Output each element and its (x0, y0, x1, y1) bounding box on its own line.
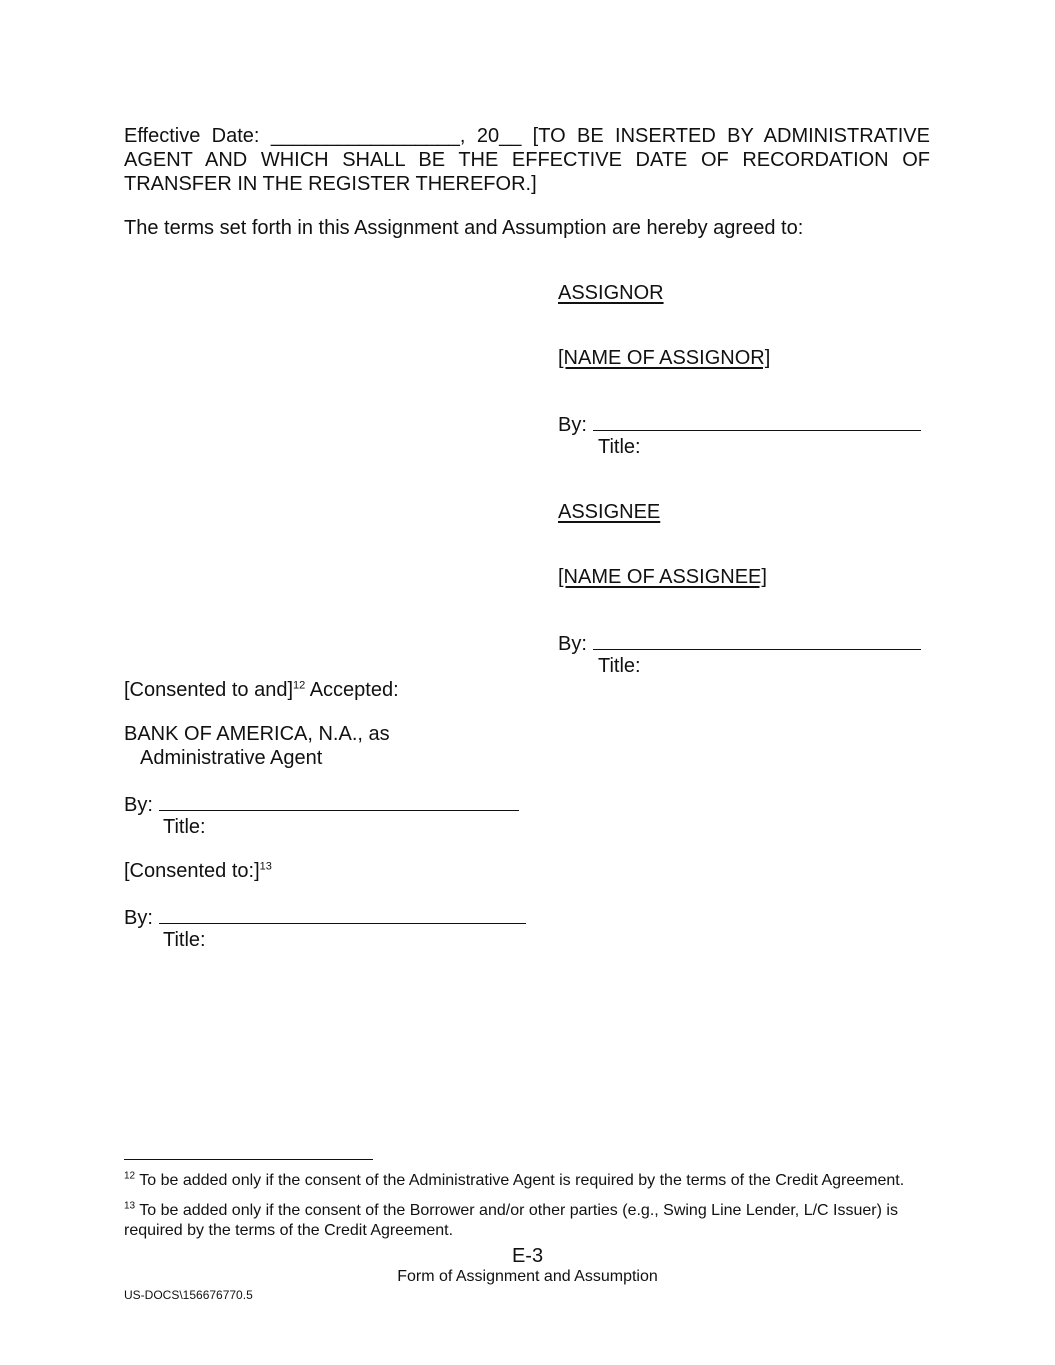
page-number: E-3 (511, 1245, 544, 1267)
footnote-ref-12[interactable]: 12 (293, 679, 306, 692)
other-signature-row (124, 905, 526, 930)
other-title-label: Title: (163, 929, 206, 951)
assignor-by-label: By: (558, 414, 587, 436)
admin-title-label: Title: (163, 816, 206, 838)
footnote-ref-13[interactable]: 13 (259, 860, 272, 873)
footnote-13-text: To be added only if the consent of the Borrower and/or other parties (e.g., Swing Line Lender, L/C Issuer) is required by the terms of the Credit Agreement. (124, 1202, 898, 1239)
admin-signature-line[interactable] (159, 792, 519, 811)
assignee-title-label: Title: (598, 655, 641, 677)
agreed-statement: The terms set forth in this Assignment and Assumption are hereby agreed to: (124, 217, 804, 239)
effective-date-paragraph (124, 124, 930, 196)
admin-consent-line (124, 679, 399, 702)
footnote-12-text: To be added only if the consent of the Administrative Agent is required by the terms of the Credit Agreement. (139, 1172, 905, 1189)
bank-role: Administrative Agent (140, 747, 323, 769)
assignor-signature-row (558, 412, 921, 437)
assignee-signature-row (558, 631, 921, 656)
footnote-separator (124, 1159, 373, 1160)
assignee-signature-line[interactable] (593, 631, 921, 650)
bank-name: BANK OF AMERICA, N.A., as (124, 723, 390, 745)
effective-date-year: , 20__ (459, 125, 522, 147)
assignor-name: [NAME OF ASSIGNOR] (558, 347, 771, 369)
other-by-label: By: (124, 907, 153, 929)
footnote-13 (124, 1201, 932, 1241)
effective-date-note: [TO BE INSERTED BY ADMINISTRATIVE AGENT AND WHICH SHALL BE THE EFFECTIVE DATE OF RECORDATION OF TRANSFER IN THE REGISTER THEREFOR.] (124, 125, 930, 195)
effective-date-blank: _________________ (270, 125, 460, 147)
form-title: Form of Assignment and Assumption (397, 1268, 658, 1285)
other-signature-line[interactable] (159, 905, 526, 924)
assignee-heading: ASSIGNEE (558, 501, 661, 523)
admin-by-label: By: (124, 794, 153, 816)
admin-consent-prefix: [Consented to and] (124, 679, 294, 701)
assignor-signature-line[interactable] (593, 412, 921, 431)
assignor-heading: ASSIGNOR (558, 282, 664, 304)
other-consent-text: [Consented to:] (124, 860, 260, 882)
admin-consent-suffix: Accepted: (305, 679, 399, 701)
assignor-title-label: Title: (598, 436, 641, 458)
footnote-12-marker: 12 (124, 1170, 136, 1182)
other-consent-line (124, 860, 272, 883)
footnote-12 (124, 1171, 932, 1191)
assignee-name: [NAME OF ASSIGNEE] (558, 566, 767, 588)
assignee-by-label: By: (558, 633, 587, 655)
effective-date-label: Effective Date: (124, 125, 260, 147)
footnote-13-marker: 13 (124, 1200, 136, 1212)
admin-signature-row (124, 792, 519, 817)
document-id: US-DOCS\156676770.5 (124, 1288, 253, 1302)
